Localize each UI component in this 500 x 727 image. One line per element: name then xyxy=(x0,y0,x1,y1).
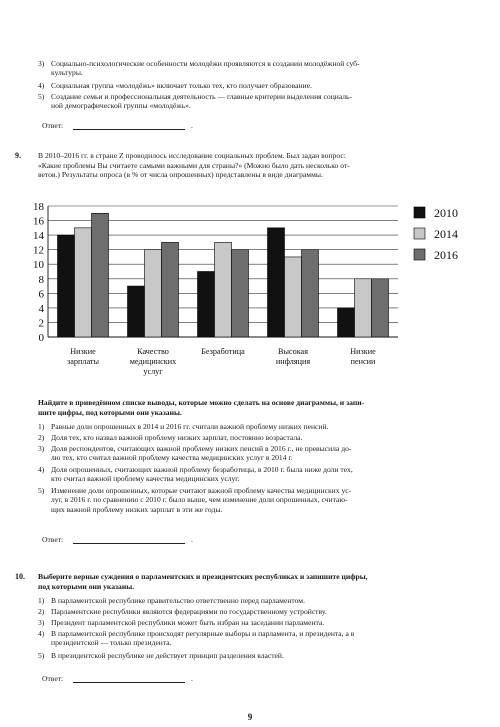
q9-option-4: 4) Доля опрошенных, считающих важной проблему безработицы, в 2010 г. была ниже доли тех, кто считал важной проблему качества медицинских услуг. xyxy=(38,465,353,484)
legend-swatch-2010 xyxy=(414,207,425,218)
bar-2010-1 xyxy=(128,286,145,337)
q10-answer-label: Ответ: xyxy=(42,674,64,683)
prev-answer-label: Ответ: xyxy=(42,121,64,130)
legend-label-2014: 2014 xyxy=(434,227,458,241)
legend-swatch-2014 xyxy=(414,228,425,239)
chart-svg xyxy=(20,194,485,390)
y-tick-label: 18 xyxy=(33,201,44,213)
y-tick-label: 4 xyxy=(38,302,44,315)
q10-option-3: 3) Президент парламентской республики может быть избран на заседании парламента. xyxy=(38,618,325,627)
bar-2014-2 xyxy=(215,242,232,337)
x-category-label: медицинских xyxy=(129,357,177,366)
y-tick-label: 0 xyxy=(38,332,44,344)
q10-answer-dot: . xyxy=(191,674,193,683)
y-tick-label: 16 xyxy=(33,215,44,228)
question-9-number: 9. xyxy=(15,151,21,160)
bar-2016-0 xyxy=(92,213,109,337)
bar-2014-4 xyxy=(355,279,372,337)
legend-label-2016: 2016 xyxy=(434,248,458,262)
x-category-label: Низкие xyxy=(70,347,96,356)
question-10-number: 10. xyxy=(15,572,25,581)
q9-answer-dot: . xyxy=(191,535,193,544)
x-category-label: инфляция xyxy=(275,357,311,366)
bar-2010-2 xyxy=(198,272,215,338)
y-tick-label: 8 xyxy=(38,273,44,286)
x-category-label: Безработица xyxy=(201,347,245,356)
q9-option-3: 3) Доля респондентов, считающих важной проблему низких пенсий в 2016 г., не превысила до- лю тех, кто считал важной проблему качества медицинских услуг в 2014 г. xyxy=(38,444,352,463)
x-category-label: Высокая xyxy=(278,347,308,356)
y-tick-label: 2 xyxy=(38,317,44,330)
q9-answer-label: Ответ: xyxy=(42,535,64,544)
page-number: 9 xyxy=(247,712,253,722)
prev-answer-field[interactable] xyxy=(73,129,185,130)
legend-label-2010: 2010 xyxy=(434,206,458,220)
bar-2016-4 xyxy=(372,279,389,337)
bar-2014-1 xyxy=(145,250,162,337)
bar-2016-1 xyxy=(162,242,179,337)
x-category-label: услуг xyxy=(143,367,163,376)
bar-chart xyxy=(20,194,485,390)
bar-2010-3 xyxy=(268,228,285,337)
q10-option-5: 5) В президентской республике не действует принцип разделения властей. xyxy=(38,651,284,660)
prev-option-3: 3) Социально-психологические особенности молодёжи проявляются в создании молодёжной суб- культуры. xyxy=(38,59,360,78)
q10-option-2: 2) Парламентские республики являются федерациями по государственному устройству. xyxy=(38,607,327,616)
bar-2016-3 xyxy=(302,250,319,337)
bar-2016-2 xyxy=(232,250,249,337)
bar-2010-4 xyxy=(338,308,355,337)
question-10-text: Выберите верные суждения о парламентских и президентских республиках и запишите цифры, под которыми они указаны. xyxy=(38,572,368,591)
bar-2010-0 xyxy=(58,235,75,337)
y-tick-label: 6 xyxy=(38,288,44,301)
legend-swatch-2016 xyxy=(414,249,425,260)
y-tick-label: 14 xyxy=(33,230,44,243)
prev-option-5: 5) Создание семьи и профессиональная деятельность — главные критерии выделения социаль- ной демографической группы «молодёжь». xyxy=(38,92,353,111)
q9-option-1: 1) Равные доли опрошенных в 2014 и 2016 гг. считали важной проблему низких пенсий. xyxy=(38,422,329,431)
q10-option-1: 1) В парламентской республике правительство ответственно перед парламентом. xyxy=(38,596,305,605)
x-category-label: Низкие xyxy=(350,347,376,356)
bar-2014-3 xyxy=(285,257,302,337)
bar-2014-0 xyxy=(75,228,92,337)
y-tick-label: 10 xyxy=(33,259,44,272)
q9-answer-field[interactable] xyxy=(73,543,185,544)
q9-option-2: 2) Доля тех, кто назвал важной проблему низких зарплат, постоянно возрастала. xyxy=(38,433,303,442)
question-9-text: В 2010–2016 гг. в стране Z проводилось исследование социальных проблем. Был задан вопрос: «Какие проблемы Вы считаете самыми важными для страны?» (Можно было дать несколько от- ветов.) Результаты опроса (в % от числа опрошенных) представлены в виде диаграммы. xyxy=(38,151,350,180)
q9-option-5: 5) Изменение доли опрошенных, которые считают важной проблему качества медицинских ус- луг, в 2016 г. по сравнению с 2010 г. было выше, чем изменение доли опрошенных, считаю- щих важной проблему низких зарплат в эти же годы. xyxy=(38,486,352,514)
prev-option-4: 4) Социальная группа «молодёжь» включает только тех, кто получает образование. xyxy=(38,81,312,90)
prev-answer-dot: . xyxy=(191,121,193,130)
q10-answer-field[interactable] xyxy=(73,682,185,683)
x-category-label: зарплаты xyxy=(67,357,99,366)
x-category-label: Качество xyxy=(137,347,169,356)
y-tick-label: 12 xyxy=(33,244,44,257)
question-9-instructions: Найдите в приведённом списке выводы, которые можно сделать на основе диаграммы, и запи- шите цифры, под которыми они указаны. xyxy=(38,398,365,417)
x-category-label: пенсии xyxy=(350,357,376,366)
q10-option-4: 4) В парламентской республике происходят регулярные выборы и парламента, и президента, а в президентской — только президента. xyxy=(38,629,355,648)
